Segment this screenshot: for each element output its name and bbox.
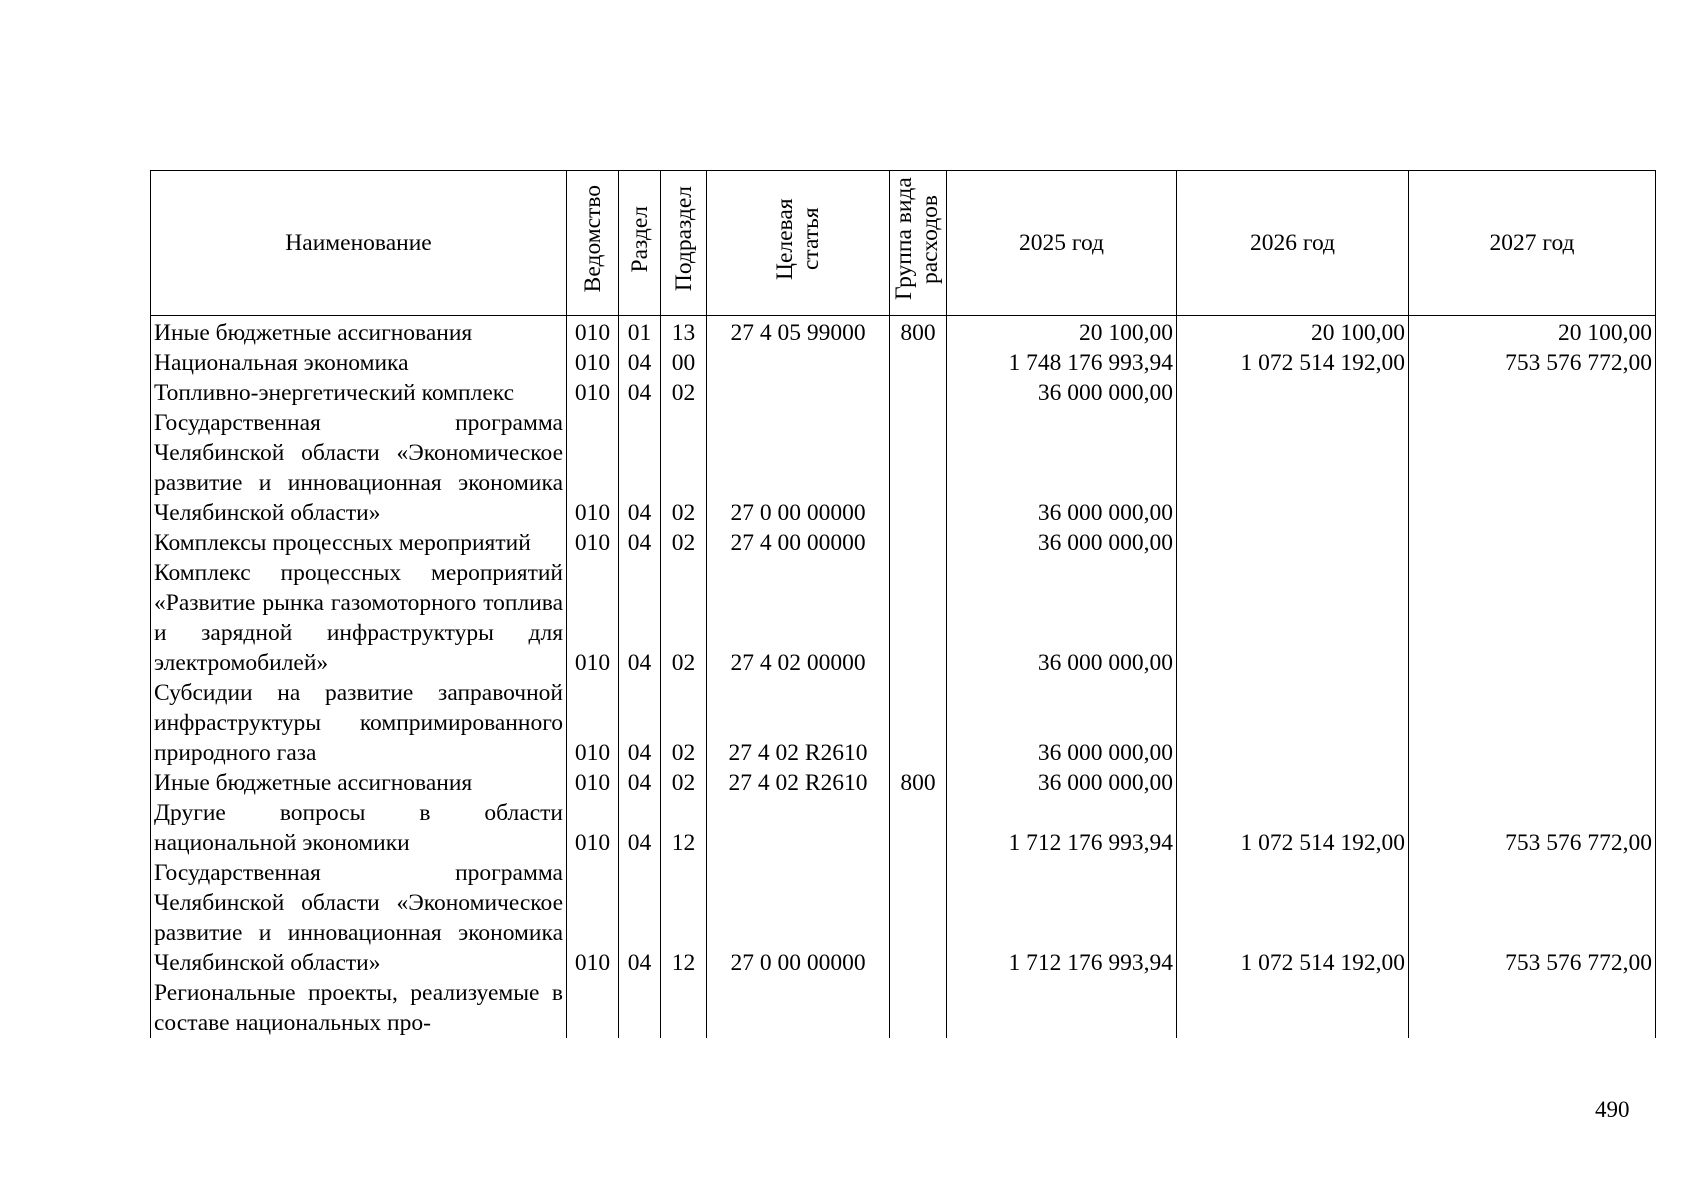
table-row xyxy=(151,528,1656,558)
table-row xyxy=(151,558,1656,678)
row-department: 010 xyxy=(567,408,619,528)
row-target-article: 27 4 02 R2610 xyxy=(707,678,890,768)
row-subsection: 02 xyxy=(661,768,707,798)
row-name: Государственная программа Челябинской области «Экономическое развитие и инновационная экономика Челябинской области» xyxy=(151,858,567,978)
row-target-article xyxy=(707,378,890,408)
row-2027 xyxy=(1409,528,1656,558)
row-department: 010 xyxy=(567,316,619,349)
row-target-article: 27 0 00 00000 xyxy=(707,408,890,528)
header-2026: 2026 год xyxy=(1177,171,1409,316)
row-expense-group xyxy=(890,528,947,558)
row-expense-group: 800 xyxy=(890,316,947,349)
table-row xyxy=(151,858,1656,978)
header-target-article: Целевая статья xyxy=(707,171,890,316)
row-name: Региональные проекты, реализуемые в составе национальных про- xyxy=(151,978,567,1038)
row-department: 010 xyxy=(567,558,619,678)
row-subsection: 00 xyxy=(661,348,707,378)
row-name: Субсидии на развитие заправочной инфраструктуры компримированного природного газа xyxy=(151,678,567,768)
row-name: Иные бюджетные ассигнования xyxy=(151,316,567,349)
header-section: Раздел xyxy=(619,171,661,316)
row-subsection: 02 xyxy=(661,528,707,558)
row-2026 xyxy=(1177,378,1409,408)
row-name: Топливно-энергетический комплекс xyxy=(151,378,567,408)
row-section: 04 xyxy=(619,378,661,408)
row-2027 xyxy=(1409,558,1656,678)
row-2027: 753 576 772,00 xyxy=(1409,348,1656,378)
table-row xyxy=(151,348,1656,378)
row-subsection: 02 xyxy=(661,408,707,528)
row-name: Государственная программа Челябинской области «Экономическое развитие и инновационная экономика Челябинской области» xyxy=(151,408,567,528)
row-department: 010 xyxy=(567,798,619,858)
row-target-article: 27 4 00 00000 xyxy=(707,528,890,558)
row-2026: 1 072 514 192,00 xyxy=(1177,348,1409,378)
table-body xyxy=(151,316,1656,1039)
row-2026 xyxy=(1177,408,1409,528)
row-subsection: 13 xyxy=(661,316,707,349)
row-2025: 36 000 000,00 xyxy=(947,768,1177,798)
row-name: Комплекс процессных мероприятий «Развитие рынка газомоторного топлива и зарядной инфраструктуры для электромобилей» xyxy=(151,558,567,678)
row-2025: 36 000 000,00 xyxy=(947,378,1177,408)
row-target-article: 27 4 02 00000 xyxy=(707,558,890,678)
row-2026: 1 072 514 192,00 xyxy=(1177,798,1409,858)
row-2025: 36 000 000,00 xyxy=(947,558,1177,678)
row-section: 04 xyxy=(619,348,661,378)
row-name: Национальная экономика xyxy=(151,348,567,378)
row-target-article xyxy=(707,978,890,1038)
row-expense-group xyxy=(890,678,947,768)
header-2027: 2027 год xyxy=(1409,171,1656,316)
table-row xyxy=(151,408,1656,528)
header-name: Наименование xyxy=(151,171,567,316)
row-2027: 20 100,00 xyxy=(1409,316,1656,349)
row-name: Другие вопросы в области национальной экономики xyxy=(151,798,567,858)
row-2026 xyxy=(1177,678,1409,768)
row-target-article: 27 4 02 R2610 xyxy=(707,768,890,798)
row-expense-group xyxy=(890,978,947,1038)
row-2025: 36 000 000,00 xyxy=(947,408,1177,528)
row-2026 xyxy=(1177,558,1409,678)
row-subsection: 02 xyxy=(661,558,707,678)
row-department xyxy=(567,978,619,1038)
table-row xyxy=(151,378,1656,408)
row-2027 xyxy=(1409,408,1656,528)
row-department: 010 xyxy=(567,348,619,378)
row-2027 xyxy=(1409,768,1656,798)
row-subsection xyxy=(661,978,707,1038)
row-section: 04 xyxy=(619,798,661,858)
row-expense-group xyxy=(890,858,947,978)
row-2026: 1 072 514 192,00 xyxy=(1177,858,1409,978)
row-section: 04 xyxy=(619,528,661,558)
table-row xyxy=(151,978,1656,1038)
row-2025: 1 748 176 993,94 xyxy=(947,348,1177,378)
row-2026 xyxy=(1177,768,1409,798)
row-expense-group xyxy=(890,798,947,858)
row-section: 04 xyxy=(619,678,661,768)
row-2025: 1 712 176 993,94 xyxy=(947,798,1177,858)
table-row xyxy=(151,316,1656,349)
row-section: 01 xyxy=(619,316,661,349)
row-subsection: 12 xyxy=(661,858,707,978)
budget-table xyxy=(150,170,1656,1038)
row-2027: 753 576 772,00 xyxy=(1409,858,1656,978)
row-2026 xyxy=(1177,978,1409,1038)
row-2027 xyxy=(1409,978,1656,1038)
row-section: 04 xyxy=(619,408,661,528)
table-row xyxy=(151,798,1656,858)
row-2025: 36 000 000,00 xyxy=(947,528,1177,558)
table-row xyxy=(151,678,1656,768)
row-expense-group xyxy=(890,408,947,528)
row-2026 xyxy=(1177,528,1409,558)
row-target-article: 27 4 05 99000 xyxy=(707,316,890,349)
row-2025: 1 712 176 993,94 xyxy=(947,858,1177,978)
row-section xyxy=(619,978,661,1038)
row-name: Иные бюджетные ассигнования xyxy=(151,768,567,798)
row-section: 04 xyxy=(619,858,661,978)
row-target-article xyxy=(707,798,890,858)
row-2027 xyxy=(1409,678,1656,768)
header-expense-group: Группа вида расходов xyxy=(890,171,947,316)
row-2025: 36 000 000,00 xyxy=(947,678,1177,768)
row-subsection: 02 xyxy=(661,378,707,408)
row-2027: 753 576 772,00 xyxy=(1409,798,1656,858)
row-subsection: 02 xyxy=(661,678,707,768)
header-subsection: Подраздел xyxy=(661,171,707,316)
row-department: 010 xyxy=(567,858,619,978)
row-target-article: 27 0 00 00000 xyxy=(707,858,890,978)
header-department: Ведомство xyxy=(567,171,619,316)
row-target-article xyxy=(707,348,890,378)
row-2027 xyxy=(1409,378,1656,408)
row-2026: 20 100,00 xyxy=(1177,316,1409,349)
page-number: 490 xyxy=(1595,1097,1630,1122)
row-department: 010 xyxy=(567,768,619,798)
row-expense-group xyxy=(890,348,947,378)
table-row xyxy=(151,768,1656,798)
row-department: 010 xyxy=(567,678,619,768)
table-header xyxy=(151,171,1656,316)
row-expense-group: 800 xyxy=(890,768,947,798)
row-section: 04 xyxy=(619,558,661,678)
row-department: 010 xyxy=(567,528,619,558)
row-department: 010 xyxy=(567,378,619,408)
header-2025: 2025 год xyxy=(947,171,1177,316)
row-2025: 20 100,00 xyxy=(947,316,1177,349)
row-section: 04 xyxy=(619,768,661,798)
row-2025 xyxy=(947,978,1177,1038)
row-expense-group xyxy=(890,558,947,678)
row-subsection: 12 xyxy=(661,798,707,858)
row-name: Комплексы процессных мероприятий xyxy=(151,528,567,558)
row-expense-group xyxy=(890,378,947,408)
